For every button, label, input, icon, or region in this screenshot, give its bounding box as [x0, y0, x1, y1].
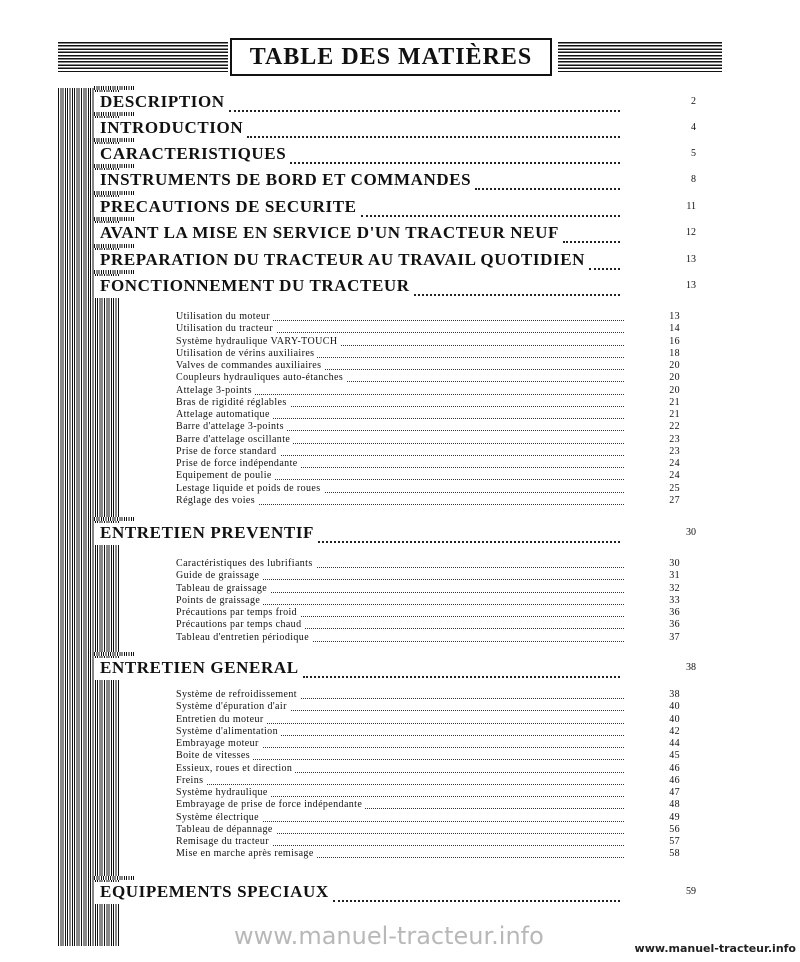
- entry-page-number: 57: [669, 836, 680, 847]
- leader-dots: [176, 782, 624, 785]
- entry-title: Equipement de poulie: [176, 470, 275, 481]
- entry-title: Caractéristiques des lubrifiants: [176, 558, 316, 569]
- footer-url: www.manuel-tracteur.info: [634, 942, 796, 955]
- section-page-number: 4: [691, 122, 696, 133]
- toc-section: [94, 144, 694, 166]
- toc-entry: [176, 558, 684, 570]
- toc-entry: [176, 701, 684, 713]
- section-page-number: 13: [686, 280, 696, 291]
- entry-title: Mise en marche après remisage: [176, 848, 317, 859]
- entry-page-number: 40: [669, 701, 680, 713]
- toc-entry: [176, 495, 684, 507]
- section-page-number: 2: [691, 96, 696, 107]
- toc-entry: [176, 583, 684, 595]
- toc-section: [94, 250, 694, 272]
- toc-entry: [176, 360, 684, 372]
- entry-title: Système hydraulique: [176, 787, 271, 798]
- entry-page-number: 13: [669, 311, 680, 322]
- entry-title: Barre d'attelage oscillante: [176, 434, 293, 445]
- entry-page-number: 20: [669, 384, 680, 396]
- section-title: PRECAUTIONS DE SECURITE: [100, 197, 357, 216]
- entry-title: Entretien du moteur: [176, 714, 267, 725]
- section-tick-marks: [94, 138, 134, 142]
- entry-page-number: 40: [669, 713, 680, 725]
- entry-page-number: 22: [669, 421, 680, 433]
- entry-page-number: 42: [669, 725, 680, 737]
- toc-entry: [176, 336, 684, 348]
- entry-page-number: 49: [669, 811, 680, 823]
- entry-page-number: 36: [669, 607, 680, 618]
- leader-dots: [290, 148, 620, 164]
- toc-entry: [176, 607, 684, 619]
- section-page-number: 13: [686, 254, 696, 265]
- entry-page-number: 14: [669, 323, 680, 335]
- entry-page-number: 46: [669, 774, 680, 786]
- entry-title: Système d'épuration d'air: [176, 701, 290, 712]
- entry-title: Embrayage moteur: [176, 738, 262, 749]
- toc-entry: [176, 348, 684, 360]
- leader-dots: [247, 122, 620, 138]
- entry-page-number: 46: [669, 762, 680, 774]
- entry-title: Tableau de graissage: [176, 583, 270, 594]
- section-tick-marks: [94, 876, 134, 880]
- section-page-number: 59: [686, 886, 696, 897]
- toc-entry: [176, 750, 684, 762]
- entry-page-number: 27: [669, 494, 680, 506]
- entry-title: Système de refroidissement: [176, 689, 300, 700]
- toc-entry: [176, 824, 684, 836]
- toc-section: [94, 92, 694, 114]
- entry-page-number: 23: [669, 433, 680, 445]
- entry-title: Coupleurs hydrauliques auto-étanches: [176, 372, 346, 383]
- entry-page-number: 21: [669, 409, 680, 420]
- toc-section: [94, 882, 694, 904]
- section-tick-marks: [94, 86, 134, 90]
- entry-page-number: 30: [669, 558, 680, 569]
- entry-page-number: 16: [669, 335, 680, 347]
- leader-dots: [303, 662, 620, 678]
- section-page-number: 12: [686, 227, 696, 238]
- entry-title: Freins: [176, 775, 206, 786]
- entry-title: Essieux, roues et direction: [176, 763, 295, 774]
- toc-entry: [176, 372, 684, 384]
- entry-title: Précautions par temps chaud: [176, 619, 305, 630]
- toc-section: [94, 118, 694, 140]
- section-page-number: 38: [686, 662, 696, 673]
- section-title: AVANT LA MISE EN SERVICE D'UN TRACTEUR NEUF: [100, 223, 559, 242]
- toc-entry: [176, 434, 684, 446]
- section-title: INSTRUMENTS DE BORD ET COMMANDES: [100, 170, 472, 189]
- toc-entry: [176, 311, 684, 323]
- entry-title: Utilisation du tracteur: [176, 323, 276, 334]
- entry-page-number: 48: [669, 799, 680, 811]
- entry-title: Prise de force indépendante: [176, 458, 301, 469]
- entry-title: Bras de rigidité réglables: [176, 397, 290, 408]
- leader-dots: [414, 280, 620, 296]
- leader-dots: [563, 227, 620, 243]
- toc-entry: [176, 570, 684, 582]
- entry-page-number: 20: [669, 372, 680, 384]
- section-page-number: 8: [691, 174, 696, 185]
- toc-section: [94, 276, 694, 298]
- section-title: FONCTIONNEMENT DU TRACTEUR: [100, 276, 410, 295]
- leader-dots: [475, 174, 620, 190]
- toc-entry: [176, 738, 684, 750]
- entry-title: Attelage automatique: [176, 409, 273, 420]
- section-title: CARACTERISTIQUES: [100, 144, 287, 163]
- watermark-text: www.manuel-tracteur.info: [234, 922, 544, 950]
- toc-entry: [176, 836, 684, 848]
- toc-entry: [176, 470, 684, 482]
- entry-page-number: 45: [669, 750, 680, 762]
- leader-dots: [229, 96, 620, 112]
- entry-page-number: 47: [669, 787, 680, 798]
- section-title: ENTRETIEN PREVENTIF: [100, 523, 315, 542]
- toc-entry: [176, 619, 684, 631]
- entry-title: Système d'alimentation: [176, 726, 281, 737]
- entry-page-number: 21: [669, 396, 680, 408]
- section-tick-marks: [94, 217, 134, 221]
- entry-title: Guide de graissage: [176, 570, 262, 581]
- toc-section: [94, 223, 694, 245]
- section-tick-marks: [94, 244, 134, 248]
- toc-entry: [176, 689, 684, 701]
- toc-entry: [176, 483, 684, 495]
- toc-entry: [176, 446, 684, 458]
- entry-page-number: 18: [669, 347, 680, 359]
- entry-title: Lestage liquide et poids de roues: [176, 483, 324, 494]
- entry-page-number: 58: [669, 848, 680, 860]
- entry-title: Tableau d'entretien périodique: [176, 632, 312, 643]
- toc-entry: [176, 775, 684, 787]
- entry-title: Tableau de dépannage: [176, 824, 276, 835]
- entry-page-number: 23: [669, 445, 680, 457]
- section-title: DESCRIPTION: [100, 92, 225, 111]
- section-tick-marks: [94, 164, 134, 168]
- entry-title: Précautions par temps froid: [176, 607, 300, 618]
- toc-section: [94, 197, 694, 219]
- entry-page-number: 33: [669, 594, 680, 606]
- toc-entry: [176, 787, 684, 799]
- toc-entry: [176, 595, 684, 607]
- toc-entry: [176, 385, 684, 397]
- section-tick-marks: [94, 517, 134, 521]
- section-title: INTRODUCTION: [100, 118, 244, 137]
- entry-page-number: 56: [669, 823, 680, 835]
- section-title: EQUIPEMENTS SPECIAUX: [100, 882, 329, 901]
- leader-dots: [333, 886, 620, 902]
- toc-entry: [176, 397, 684, 409]
- section-title: PREPARATION DU TRACTEUR AU TRAVAIL QUOTIDIEN: [100, 250, 586, 269]
- toc-section: [94, 658, 694, 680]
- entry-title: Points de graissage: [176, 595, 263, 606]
- entry-title: Remisage du tracteur: [176, 836, 272, 847]
- section-page-number: 5: [691, 148, 696, 159]
- toc-entry: [176, 323, 684, 335]
- entry-page-number: 37: [669, 631, 680, 643]
- section-title: ENTRETIEN GENERAL: [100, 658, 299, 677]
- entry-page-number: 36: [669, 619, 680, 631]
- section-tick-marks: [94, 270, 134, 274]
- toc-entry: [176, 458, 684, 470]
- entry-page-number: 20: [669, 360, 680, 371]
- toc-entry: [176, 812, 684, 824]
- toc-entry: [176, 848, 684, 860]
- toc-section: [94, 170, 694, 192]
- entry-page-number: 24: [669, 458, 680, 469]
- section-tick-marks: [94, 652, 134, 656]
- entry-title: Valves de commandes auxiliaires: [176, 360, 324, 371]
- toc-entry: [176, 799, 684, 811]
- entry-page-number: 38: [669, 689, 680, 700]
- entry-title: Prise de force standard: [176, 446, 280, 457]
- section-page-number: 30: [686, 527, 696, 538]
- toc-entry: [176, 763, 684, 775]
- entry-title: Boite de vitesses: [176, 750, 253, 761]
- entry-title: Attelage 3-points: [176, 385, 255, 396]
- toc-section: [94, 523, 694, 545]
- entry-title: Système hydraulique VARY-TOUCH: [176, 336, 340, 347]
- section-page-number: 11: [686, 201, 696, 212]
- toc-entry: [176, 421, 684, 433]
- title-banner: [58, 38, 722, 78]
- section-tick-marks: [94, 112, 134, 116]
- toc-entry: [176, 632, 684, 644]
- entry-page-number: 44: [669, 738, 680, 749]
- entry-page-number: 24: [669, 470, 680, 482]
- leader-dots: [318, 527, 620, 543]
- leader-dots: [589, 254, 620, 270]
- entry-title: Embrayage de prise de force indépendante: [176, 799, 365, 810]
- title-stripes-right: [558, 42, 722, 72]
- entry-page-number: 25: [669, 482, 680, 494]
- entry-title: Réglage des voies: [176, 495, 258, 506]
- entry-title: Barre d'attelage 3-points: [176, 421, 287, 432]
- page-title: TABLE DES MATIÈRES: [230, 38, 552, 76]
- entry-title: Utilisation du moteur: [176, 311, 273, 322]
- section-tick-marks: [94, 191, 134, 195]
- leader-dots: [361, 201, 620, 217]
- entry-title: Utilisation de vérins auxiliaires: [176, 348, 317, 359]
- title-stripes-left: [58, 42, 228, 72]
- toc-entry: [176, 726, 684, 738]
- toc-entry: [176, 714, 684, 726]
- entry-page-number: 31: [669, 570, 680, 582]
- entry-page-number: 32: [669, 582, 680, 594]
- toc-entry: [176, 409, 684, 421]
- entry-title: Système électrique: [176, 812, 262, 823]
